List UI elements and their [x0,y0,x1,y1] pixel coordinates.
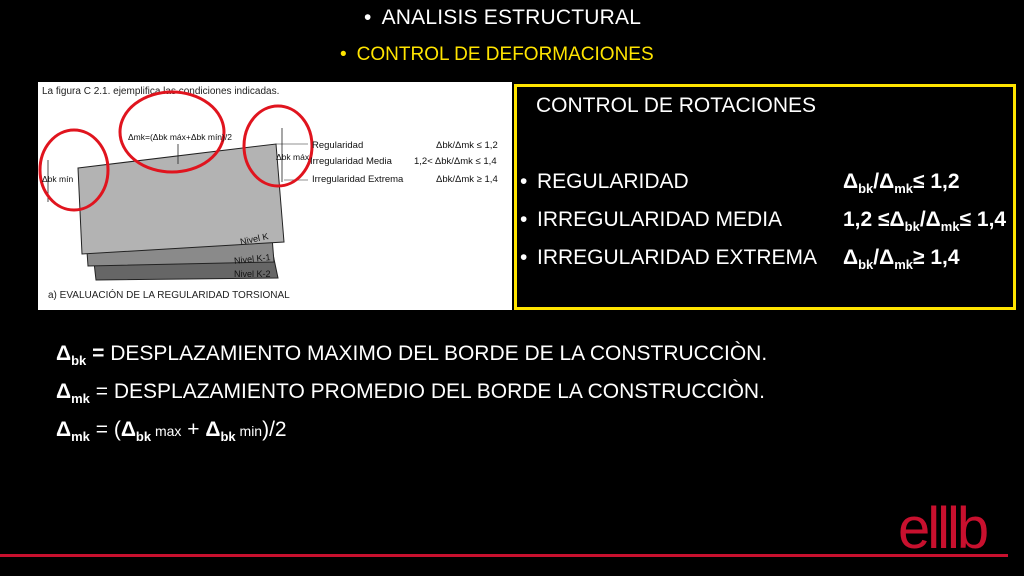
delta-mk-formula-label: Δmk=(Δbk máx+Δbk mín)/2 [128,132,232,142]
logo-text: elllb [898,500,987,552]
level-k1-label: Nivel K-1 [233,252,271,266]
definition-delta-mk: $\Delta_{mk}$ = DESPLAZAMIENTO PROMEDIO DEL BORDE LA CONSTRUCCIÒN. [56,380,765,406]
fig-row-label: Irregularidad Media [310,156,392,167]
fig-row-label: Irregularidad Extrema [312,174,404,185]
slide-subtitle: • CONTROL DE DEFORMACIONES [340,44,654,65]
fig-row-cond: Δbk/Δmk ≤ 1,2 [436,140,498,151]
fig-row-label: Regularidad [312,140,364,151]
torsional-regularity-figure [38,82,512,310]
rotations-title: CONTROL DE ROTACIONES [536,94,817,117]
slab-diagram [38,82,512,310]
bullet: • [520,246,528,269]
fig-row-cond: 1,2< Δbk/Δmk ≤ 1,4 [414,156,497,167]
brand-logo [898,500,1008,552]
bullet: • [520,170,528,193]
bullet: • [520,208,528,231]
delta-bk-max-label: Δbk máx [276,152,310,162]
figure-caption: La figura C 2.1. ejemplifica las condiciones indicadas. [42,86,280,97]
level-k2-label: Nivel K-2 [234,269,271,279]
rotation-row-value: $\Delta_{bk}/\Delta_{mk}\le 1,2$ [843,170,960,196]
footer-red-line [0,554,1008,557]
delta-bk-min-label: Δbk mín [42,174,74,184]
figure-subcaption: a) EVALUACIÓN DE LA REGULARIDAD TORSIONAL [48,290,290,301]
rotation-row-value: $1,2 \le\Delta_{bk}/\Delta_{mk}\le 1,4$ [843,208,1007,234]
slide-title: • ANALISIS ESTRUCTURAL [364,6,642,29]
fig-row-cond: Δbk/Δmk ≥ 1,4 [436,174,498,185]
definition-delta-mk-formula: $\Delta_{mk} = (\Delta_{bk}$ $\max + \Delta_{bk}$ min)/2 [56,418,287,444]
rotation-row-value: $\Delta_{bk}/\Delta_{mk}\ge 1,4$ [843,246,960,272]
rotation-row-name: IRREGULARIDAD EXTREMA [537,246,818,269]
rotation-row-name: IRREGULARIDAD MEDIA [537,208,783,231]
definition-delta-bk: $\Delta_{bk}$ = DESPLAZAMIENTO MAXIMO DEL BORDE DE LA CONSTRUCCIÒN. [56,342,768,368]
level-k-label: Nivel K [239,231,270,247]
rotation-row-name: REGULARIDAD [537,170,689,193]
